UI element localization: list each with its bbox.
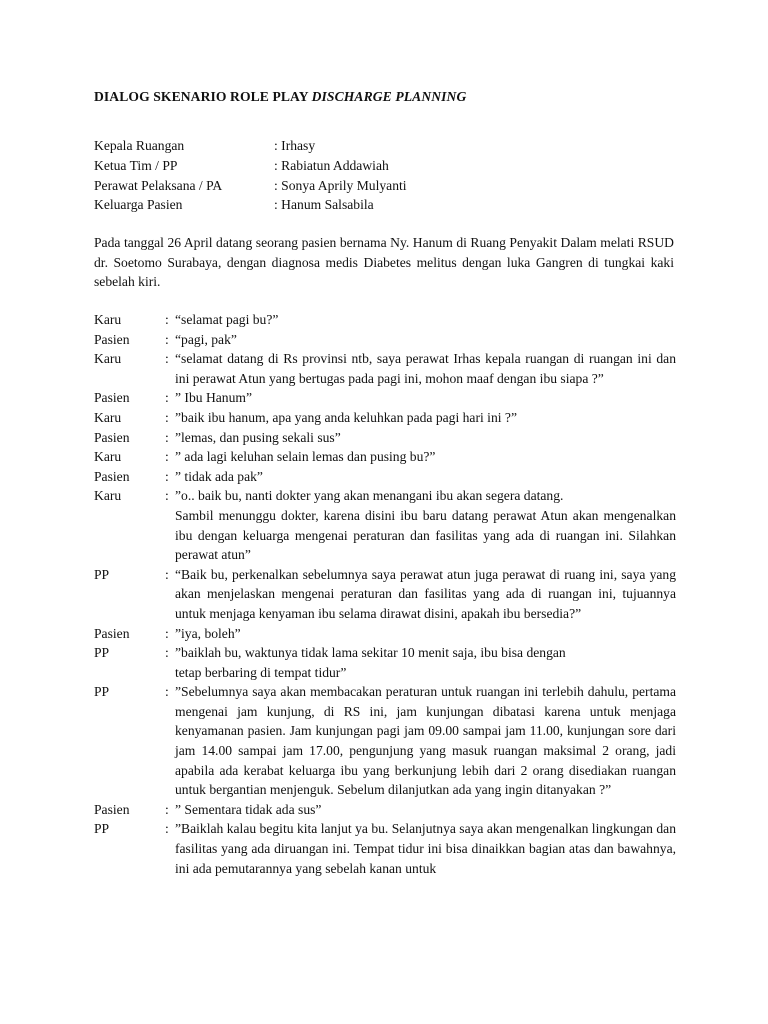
role-value: : Sonya Aprily Mulyanti — [274, 177, 407, 193]
dialog-turn — [94, 310, 676, 330]
dialog-speaker: PP — [94, 645, 110, 661]
dialog-speaker: Pasien — [94, 429, 130, 445]
role-value: : Irhasy — [274, 138, 316, 153]
dialog-utterance: ” Sementara tidak ada sus” — [175, 801, 322, 817]
dialog-speaker: Pasien — [94, 625, 130, 641]
dialog-speaker: Karu — [94, 312, 122, 327]
role-value: : Hanum Salsabila — [274, 197, 374, 213]
dialog-colon: : — [165, 390, 169, 406]
dialog-utterance: “selamat pagi bu?” — [175, 312, 279, 327]
dialog-colon: : — [165, 821, 169, 837]
dialog-speaker: Karu — [94, 409, 122, 425]
dialog-utterance: ”Sebelumnya saya akan membacakan peraturan untuk ruangan ini terlebih dahulu, pertama mengenai jam kunjung, di RS ini, jam kunjungan dibatasi karena untuk menjaga kenyamanan pasien. Jam kunjungan pagi jam 09.00 sampai jam 11.00, kunjungan sore dari jam 14.00 sampai jam 17.00, pengunjung yang masuk ruangan maksimal 2 orang, jadi apabila ada kerabat keluarga ibu yang berkunjung lebih dari 2 orang disediakan ruangan untuk bergantian menjenguk. Sebelum dilanjutkan ada yang ingin ditanyakan ?” — [175, 684, 676, 798]
dialog-speaker: Pasien — [94, 801, 130, 817]
dialog-utterance-continued: Sambil menunggu dokter, karena disini ibu baru datang perawat Atun akan mengenalkan ibu dengan keluarga mengenai peraturan dan fasilitas yang ada di ruangan ini. Silahkan perawat atun” — [175, 507, 676, 563]
dialog-speaker: Pasien — [94, 331, 130, 347]
dialog-turn — [94, 467, 676, 487]
dialog-turn — [94, 486, 676, 564]
dialog-speaker: Pasien — [94, 468, 130, 484]
dialog-colon: : — [165, 566, 169, 582]
dialog-list — [94, 310, 676, 878]
dialog-utterance: ”lemas, dan pusing sekali sus” — [175, 429, 341, 445]
dialog-colon: : — [165, 645, 169, 661]
dialog-turn — [94, 447, 676, 467]
dialog-utterance: ” Ibu Hanum” — [175, 390, 253, 406]
dialog-colon: : — [165, 429, 169, 445]
dialog-utterance: ”baiklah bu, waktunya tidak lama sekitar 10 menit saja, ibu bisa dengan — [175, 645, 566, 661]
dialog-colon: : — [165, 684, 169, 700]
dialog-speaker: PP — [94, 821, 110, 837]
dialog-colon: : — [165, 409, 169, 425]
dialog-colon: : — [165, 625, 169, 641]
dialog-colon: : — [165, 351, 169, 367]
dialog-utterance: ” ada lagi keluhan selain lemas dan pusing bu?” — [175, 449, 436, 465]
dialog-colon: : — [165, 312, 169, 327]
dialog-utterance: ”Baiklah kalau begitu kita lanjut ya bu. Selanjutnya saya akan mengenalkan lingkungan dan fasilitas yang ada diruangan ini. Tempat tidur ini bisa dinaikkan bagian atas dan bawahnya, ini ada pemutarannya yang sebelah kanan untuk — [175, 821, 676, 876]
dialog-speaker: Karu — [94, 488, 122, 504]
dialog-speaker: Pasien — [94, 390, 130, 406]
dialog-turn — [94, 682, 676, 800]
dialog-colon: : — [165, 801, 169, 817]
dialog-utterance: “Baik bu, perkenalkan sebelumnya saya perawat atun juga perawat di ruang ini, saya yang akan menjelaskan mengenai peraturan dan fasilitas yang ada di ruangan ini, tujuannya untuk menjaga kenyaman ibu selama dirawat disini, apakah ibu bersedia?” — [175, 566, 676, 621]
role-label: Perawat Pelaksana / PA — [94, 177, 223, 193]
dialog-utterance: “selamat datang di Rs provinsi ntb, saya perawat Irhas kepala ruangan di ruangan ini dan ini perawat Atun yang bertugas pada pagi ini, mohon maaf dengan ibu siapa ?” — [175, 351, 676, 386]
dialog-speaker: PP — [94, 566, 110, 582]
role-value: : Rabiatun Addawiah — [274, 157, 389, 173]
dialog-turn — [94, 565, 676, 624]
dialog-utterance: ”o.. baik bu, nanti dokter yang akan menangani ibu akan segera datang. — [175, 488, 564, 504]
dialog-utterance: ” tidak ada pak” — [175, 468, 263, 484]
dialog-colon: : — [165, 488, 169, 504]
dialog-utterance-continued: tetap berbaring di tempat tidur” — [175, 664, 347, 680]
document-title — [94, 87, 466, 107]
dialog-turn — [94, 330, 676, 350]
dialog-turn — [94, 408, 676, 428]
role-label: Keluarga Pasien — [94, 197, 183, 213]
dialog-colon: : — [165, 468, 169, 484]
dialog-turn — [94, 388, 676, 408]
title-main: DIALOG SKENARIO ROLE PLAY — [94, 89, 312, 104]
intro-paragraph: Pada tanggal 26 April datang seorang pasien bernama Ny. Hanum di Ruang Penyakit Dalam melati RSUD dr. Soetomo Surabaya, dengan diagnosa medis Diabetes melitus dengan luka Gangren di tungkai kaki sebelah kiri. — [94, 235, 674, 290]
dialog-turn — [94, 428, 676, 448]
dialog-speaker: Karu — [94, 351, 122, 367]
dialog-colon: : — [165, 449, 169, 465]
dialog-speaker: Karu — [94, 449, 122, 465]
dialog-utterance: ”baik ibu hanum, apa yang anda keluhkan pada pagi hari ini ?” — [175, 409, 517, 425]
dialog-turn — [94, 819, 676, 878]
dialog-utterance: “pagi, pak” — [175, 331, 237, 347]
dialog-colon: : — [165, 331, 169, 347]
title-italic: DISCHARGE PLANNING — [311, 89, 467, 104]
dialog-turn — [94, 349, 676, 388]
role-label: Kepala Ruangan — [94, 138, 185, 153]
role-label: Ketua Tim / PP — [94, 157, 178, 173]
dialog-turn — [94, 800, 676, 820]
dialog-turn — [94, 643, 676, 682]
dialog-turn — [94, 624, 676, 644]
dialog-speaker: PP — [94, 684, 110, 700]
dialog-utterance: ”iya, boleh” — [175, 625, 241, 641]
